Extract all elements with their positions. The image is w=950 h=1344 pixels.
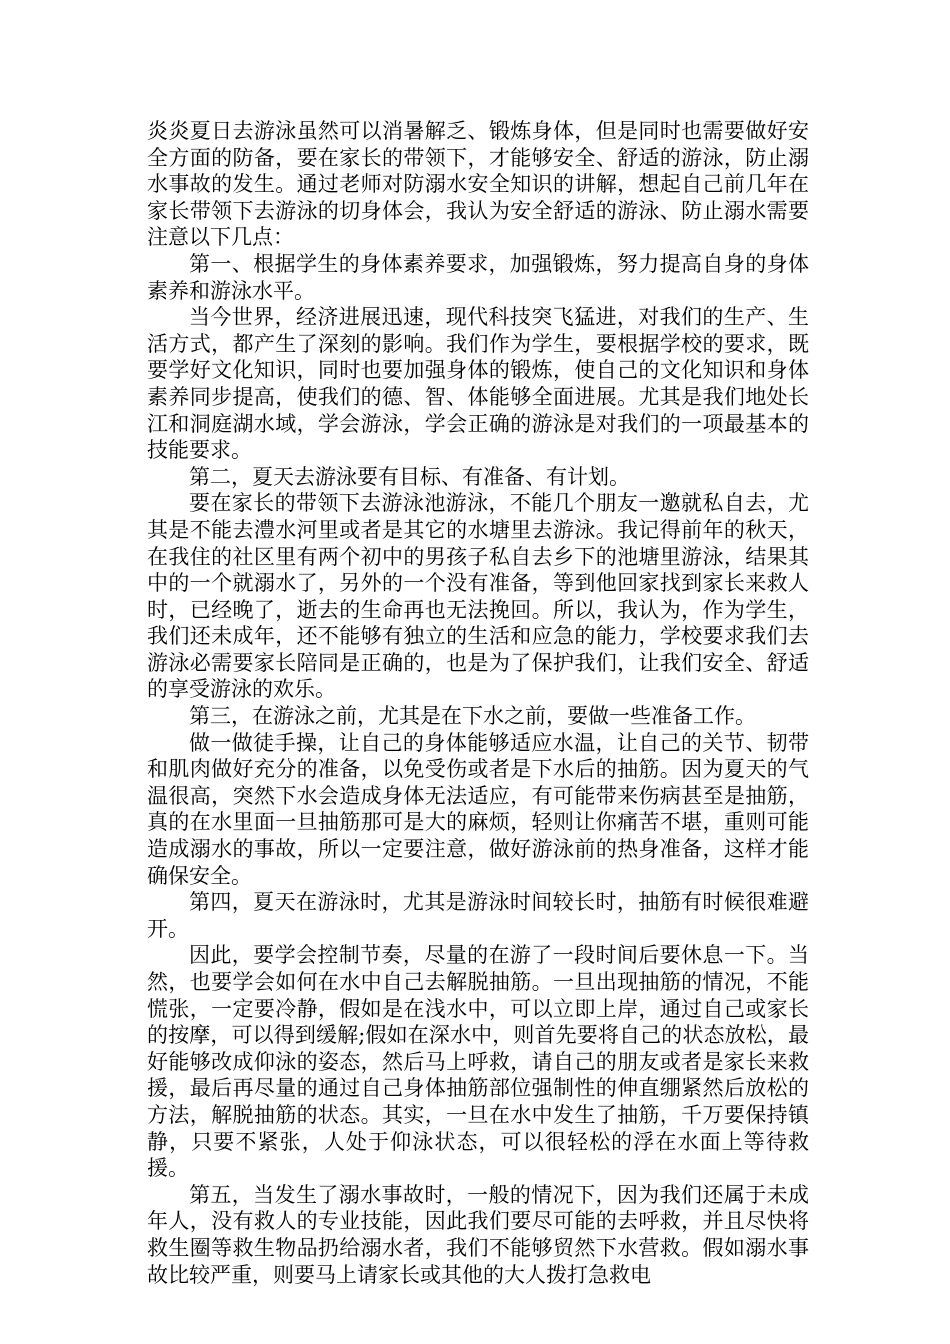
paragraph-point-four-heading: 第四，夏天在游泳时，尤其是游泳时间较长时，抽筋有时候很难避开。 bbox=[147, 890, 809, 941]
paragraph-point-one-heading: 第一、根据学生的身体素养要求，加强锻炼，努力提高自身的身体素养和游泳水平。 bbox=[147, 251, 809, 303]
paragraph-point-two-heading: 第二，夏天去游泳要有目标、有准备、有计划。 bbox=[189, 464, 630, 489]
paragraph-point-four-body: 因此，要学会控制节奏，尽量的在游了一段时间后要休息一下。当然，也要学会如何在水中自己去解脱抽筋。一旦出现抽筋的情况，不能慌张，一定要冷静，假如是在浅水中，可以立即上岸，通过自己或家长的按摩，可以得到缓解;假如在深水中，则首先要将自己的状态放松，最好能够改成仰泳的姿态，然后马上呼救，请自己的朋友或者是家长来救援，最后再尽量的通过自己身体抽筋部位强制性的伸直绷紧然后放松的方法，解脱抽筋的状态。其实，一旦在水中发生了抽筋，千万要保持镇静，只要不紧张，人处于仰泳状态，可以很轻松的浮在水面上等待救援。 bbox=[147, 943, 809, 1181]
paragraph-intro: 炎炎夏日去游泳虽然可以消暑解乏、锻炼身体，但是同时也需要做好安全方面的防备，要在家长的带领下，才能够安全、舒适的游泳，防止溺水事故的发生。通过老师对防溺水安全知识的讲解，想起自己前几年在家长带领下去游泳的切身体会，我认为安全舒适的游泳、防止溺水需要注意以下几点： bbox=[147, 119, 809, 250]
paragraph-point-three-body: 做一做徒手操，让自己的身体能够适应水温，让自己的关节、韧带和肌肉做好充分的准备，以免受伤或者是下水后的抽筋。因为夏天的气温很高，突然下水会造成身体无法适应，有可能带来伤病甚至是抽筋，真的在水里面一旦抽筋那可是大的麻烦，轻则让你痛苦不堪，重则可能造成溺水的事故，所以一定要注意，做好游泳前的热身准备，这样才能确保安全。 bbox=[147, 730, 809, 888]
paragraph-point-five: 第五，当发生了溺水事故时，一般的情况下，因为我们还属于未成年人，没有救人的专业技能，因此我们要尽可能的去呼救，并且尽快将救生圈等救生物品扔给溺水者，我们不能够贸然下水营救。假如溺水事故比较严重，则要马上请家长或其他的大人拨打急救电 bbox=[147, 1182, 809, 1287]
document-body bbox=[147, 118, 809, 1288]
paragraph-point-two-body: 要在家长的带领下去游泳池游泳，不能几个朋友一邀就私自去，尤其是不能去澧水河里或者是其它的水塘里去游泳。我记得前年的秋天，在我住的社区里有两个初中的男孩子私自去乡下的池塘里游泳，结果其中的一个就溺水了，另外的一个没有准备，等到他回家找到家长来救人时，已经晚了，逝去的生命再也无法挽回。所以，我认为，作为学生，我们还未成年，还不能够有独立的生活和应急的能力，学校要求我们去游泳必需要家长陪同是正确的，也是为了保护我们，让我们安全、舒适的享受游泳的欢乐。 bbox=[147, 491, 809, 702]
paragraph-point-one-body: 当今世界，经济进展迅速，现代科技突飞猛进，对我们的生产、生活方式，都产生了深刻的影响。我们作为学生，要根据学校的要求，既要学好文化知识，同时也要加强身体的锻炼，使自己的文化知识和身体素养同步提高，使我们的德、智、体能够全面进展。尤其是我们地处长江和洞庭湖水域，学会游泳，学会正确的游泳是对我们的一项最基本的技能要求。 bbox=[147, 305, 809, 463]
paragraph-point-three-heading: 第三，在游泳之前，尤其是在下水之前，要做一些准备工作。 bbox=[189, 704, 756, 729]
